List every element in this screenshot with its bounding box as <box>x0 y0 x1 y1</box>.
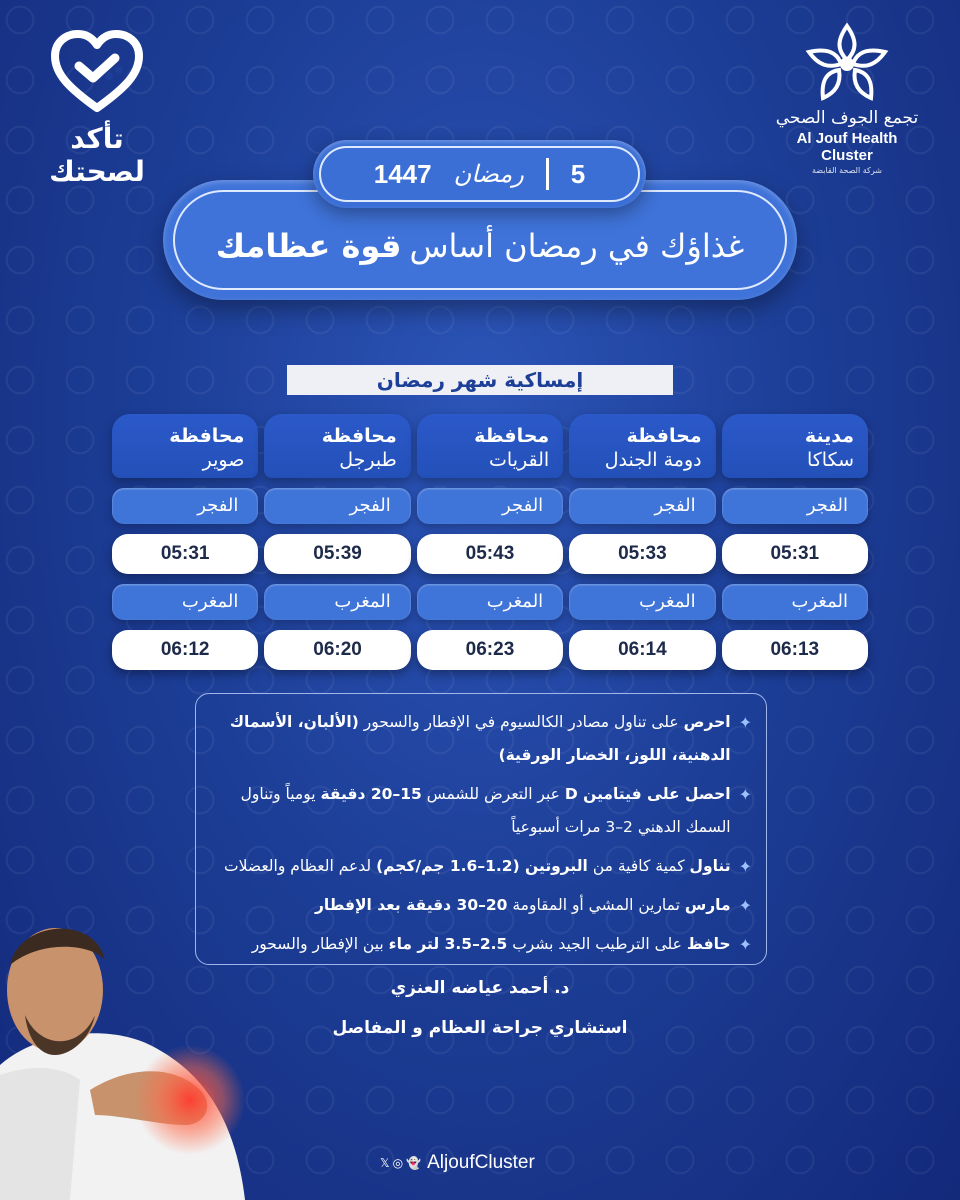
fajr-time: 05:43 <box>417 534 563 574</box>
fajr-label: الفجر <box>417 488 563 524</box>
tips-box <box>195 693 767 965</box>
social-icons <box>380 1156 421 1170</box>
fajr-time: 05:31 <box>722 534 868 574</box>
maghrib-time: 06:12 <box>112 630 258 670</box>
sparkle-icon: ✦ <box>738 935 752 954</box>
tip-item: ✦ حافظ على الترطيب الجيد بشرب 2.5–3.5 لتر ماء بين الإفطار والسحور <box>208 928 752 961</box>
sparkle-icon: ✦ <box>738 713 752 732</box>
maghrib-label: المغرب <box>569 584 715 620</box>
fajr-time-row <box>112 534 868 574</box>
shoulder-pain-photo <box>0 915 250 1200</box>
city-header: محافظة القريات <box>417 414 563 478</box>
maghrib-time: 06:23 <box>417 630 563 670</box>
tip-item: ✦ تناول كمية كافية من البروتين (1.2–1.6 جم/كجم) لدعم العظام والعضلات <box>208 850 752 883</box>
maghrib-time: 06:14 <box>569 630 715 670</box>
doctor-credit <box>250 978 710 1038</box>
date-year: 1447 <box>373 158 432 189</box>
slogan: تأكد لصحتك <box>49 122 145 188</box>
maghrib-label: المغرب <box>264 584 410 620</box>
tip-item: ✦ مارس تمارين المشي أو المقاومة 20–30 دقيقة بعد الإفطار <box>208 889 752 922</box>
section-label: إمساكية شهر رمضان <box>287 365 673 395</box>
city-header-row <box>112 414 868 478</box>
title-emphasis: قوة عظامك <box>215 227 402 265</box>
maghrib-label-row <box>112 584 868 620</box>
maghrib-label: المغرب <box>112 584 258 620</box>
city-header: مدينة سكاكا <box>722 414 868 478</box>
social-handle[interactable]: AljoufCluster <box>427 1152 535 1173</box>
doctor-name: د. أحمد عياضه العنزي <box>390 978 570 998</box>
maghrib-label: المغرب <box>722 584 868 620</box>
fajr-time: 05:31 <box>112 534 258 574</box>
maghrib-time: 06:20 <box>264 630 410 670</box>
social-footer <box>380 1152 580 1174</box>
title-lead: غذاؤك في رمضان أساس <box>409 227 745 265</box>
brand-left <box>22 30 172 188</box>
imsakia-table <box>112 414 868 680</box>
fajr-label-row <box>112 488 868 524</box>
date-divider <box>546 158 549 190</box>
sparkle-icon: ✦ <box>738 785 752 804</box>
instagram-icon[interactable]: ◎ <box>392 1156 404 1170</box>
tip-item: ✦ احرص على تناول مصادر الكالسيوم في الإفطار والسحور (الألبان، الأسماك الدهنية، اللوز، الخضار الورقية) <box>208 706 752 772</box>
city-header: محافظة صوير <box>112 414 258 478</box>
maghrib-time-row <box>112 630 868 670</box>
date-banner <box>313 140 646 208</box>
fajr-time: 05:39 <box>264 534 410 574</box>
snapchat-icon[interactable]: 👻 <box>406 1156 422 1170</box>
heart-check-icon <box>49 30 145 114</box>
doctor-title: استشاري جراحة العظام و المفاصل <box>332 1018 628 1038</box>
x-icon[interactable]: 𝕏 <box>380 1156 390 1170</box>
fajr-label: الفجر <box>569 488 715 524</box>
fajr-time: 05:33 <box>569 534 715 574</box>
date-day: 5 <box>570 158 586 189</box>
tip-item: ✦ احصل على فيتامين D عبر التعرض للشمس 15–20 دقيقة يومياً وتناول السمك الدهني 2–3 مرات أسبوعياً <box>208 778 752 844</box>
fajr-label: الفجر <box>722 488 868 524</box>
sparkle-icon: ✦ <box>738 896 752 915</box>
sparkle-icon: ✦ <box>738 857 752 876</box>
city-header: محافظة دومة الجندل <box>569 414 715 478</box>
date-month: رمضان <box>453 160 524 188</box>
org-subtitle: شركة الصحة القابضة <box>812 166 882 175</box>
org-name-en: Al Jouf Health Cluster <box>796 130 898 164</box>
maghrib-label: المغرب <box>417 584 563 620</box>
brand-right <box>772 22 922 175</box>
city-header: محافظة طبرجل <box>264 414 410 478</box>
star-logo-icon <box>805 22 889 102</box>
fajr-label: الفجر <box>264 488 410 524</box>
maghrib-time: 06:13 <box>722 630 868 670</box>
fajr-label: الفجر <box>112 488 258 524</box>
org-name-ar: تجمع الجوف الصحي <box>775 108 919 128</box>
